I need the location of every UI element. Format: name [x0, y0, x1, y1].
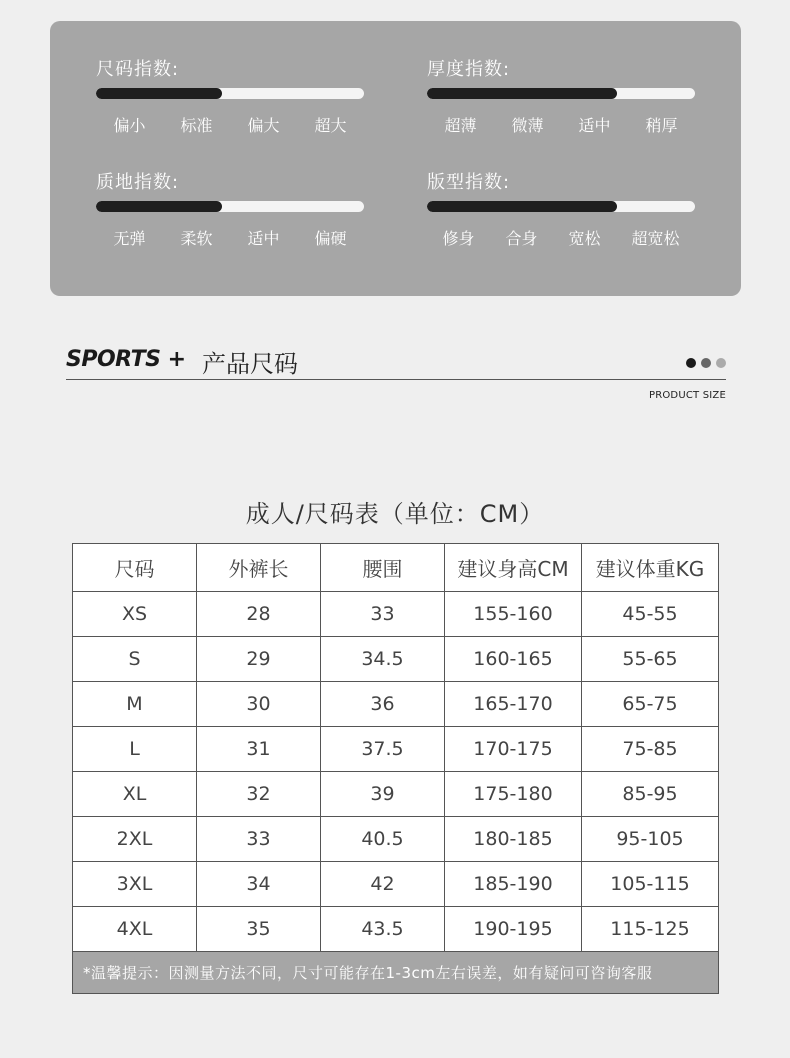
table-cell: 95-105	[582, 817, 719, 862]
table-cell: 155-160	[445, 592, 582, 637]
table-cell: 34	[197, 862, 321, 907]
index-label: 宽松	[568, 229, 601, 248]
header-cell: 建议身高CM	[445, 544, 582, 592]
table-cell: 85-95	[582, 772, 719, 817]
table-cell: L	[73, 727, 197, 772]
table-cell: 3XL	[73, 862, 197, 907]
index-track	[427, 88, 695, 99]
table-title: 成人/尺码表（单位：CM）	[245, 500, 545, 528]
table-row	[73, 907, 719, 952]
index-label: 微薄	[511, 116, 544, 135]
table-cell: 37.5	[321, 727, 445, 772]
index-label: 无弹	[113, 229, 146, 248]
index-labels	[96, 226, 364, 249]
index-labels	[427, 113, 695, 136]
table-row	[73, 637, 719, 682]
table-cell: 35	[197, 907, 321, 952]
index-labels	[427, 226, 695, 249]
table-cell: 45-55	[582, 592, 719, 637]
dot-icon	[701, 358, 711, 368]
dot-icon	[686, 358, 696, 368]
table-note: *温馨提示：因测量方法不同，尺寸可能存在1-3cm左右误差，如有疑问可咨询客服	[73, 952, 719, 994]
index-title: 版型指数:	[427, 172, 511, 193]
index-title: 尺码指数:	[96, 59, 180, 80]
section-subtitle: PRODUCT SIZE	[648, 390, 726, 401]
index-title: 质地指数:	[96, 172, 180, 193]
index-label: 标准	[180, 116, 213, 135]
table-cell: 170-175	[445, 727, 582, 772]
table-cell: 43.5	[321, 907, 445, 952]
section-divider	[66, 379, 726, 380]
index-fill	[427, 201, 617, 212]
index-label: 偏硬	[314, 229, 347, 248]
table-row	[73, 682, 719, 727]
index-label: 超大	[314, 116, 347, 135]
index-fill	[427, 88, 617, 99]
table-cell: 28	[197, 592, 321, 637]
section-title: 产品尺码	[202, 350, 298, 378]
table-cell: 33	[197, 817, 321, 862]
table-cell: 32	[197, 772, 321, 817]
table-cell: 42	[321, 862, 445, 907]
table-cell: 105-115	[582, 862, 719, 907]
index-label: 适中	[247, 229, 280, 248]
table-cell: M	[73, 682, 197, 727]
table-cell: XS	[73, 592, 197, 637]
table-cell: 33	[321, 592, 445, 637]
index-label: 合身	[505, 229, 538, 248]
table-cell: 180-185	[445, 817, 582, 862]
table-cell: 160-165	[445, 637, 582, 682]
index-fill	[96, 201, 222, 212]
index-fill	[96, 88, 222, 99]
table-body	[73, 592, 719, 994]
table-cell: 39	[321, 772, 445, 817]
index-track	[96, 201, 364, 212]
index-label: 超宽松	[631, 229, 680, 248]
table-cell: 29	[197, 637, 321, 682]
table-cell: 30	[197, 682, 321, 727]
table-cell: 4XL	[73, 907, 197, 952]
header-cell: 建议体重KG	[582, 544, 719, 592]
index-labels	[96, 113, 364, 136]
table-row	[73, 727, 719, 772]
table-cell: XL	[73, 772, 197, 817]
index-label: 偏大	[247, 116, 280, 135]
index-label: 偏小	[113, 116, 146, 135]
table-cell: 40.5	[321, 817, 445, 862]
header-cell: 尺码	[73, 544, 197, 592]
size-table	[72, 543, 719, 994]
carousel-dots	[686, 358, 726, 368]
index-label: 修身	[442, 229, 475, 248]
table-cell: 115-125	[582, 907, 719, 952]
table-cell: 2XL	[73, 817, 197, 862]
table-cell: 34.5	[321, 637, 445, 682]
index-label: 柔软	[180, 229, 213, 248]
table-cell: 31	[197, 727, 321, 772]
table-row	[73, 817, 719, 862]
index-label: 稍厚	[645, 116, 678, 135]
dot-icon	[716, 358, 726, 368]
table-cell: 65-75	[582, 682, 719, 727]
section-header	[66, 344, 726, 384]
table-cell: 55-65	[582, 637, 719, 682]
index-label: 适中	[578, 116, 611, 135]
table-row	[73, 772, 719, 817]
table-cell: S	[73, 637, 197, 682]
header-cell: 腰围	[321, 544, 445, 592]
table-note-row	[73, 952, 719, 994]
table-cell: 190-195	[445, 907, 582, 952]
table-row	[73, 592, 719, 637]
table-cell: 36	[321, 682, 445, 727]
table-header-row	[73, 544, 719, 592]
table-cell: 185-190	[445, 862, 582, 907]
index-track	[96, 88, 364, 99]
index-track	[427, 201, 695, 212]
index-title: 厚度指数:	[427, 59, 511, 80]
table-cell: 165-170	[445, 682, 582, 727]
table-cell: 175-180	[445, 772, 582, 817]
brand-logo: SPORTS +	[66, 347, 186, 372]
header-cell: 外裤长	[197, 544, 321, 592]
table-cell: 75-85	[582, 727, 719, 772]
table-row	[73, 862, 719, 907]
index-label: 超薄	[444, 116, 477, 135]
index-panel	[50, 21, 741, 296]
